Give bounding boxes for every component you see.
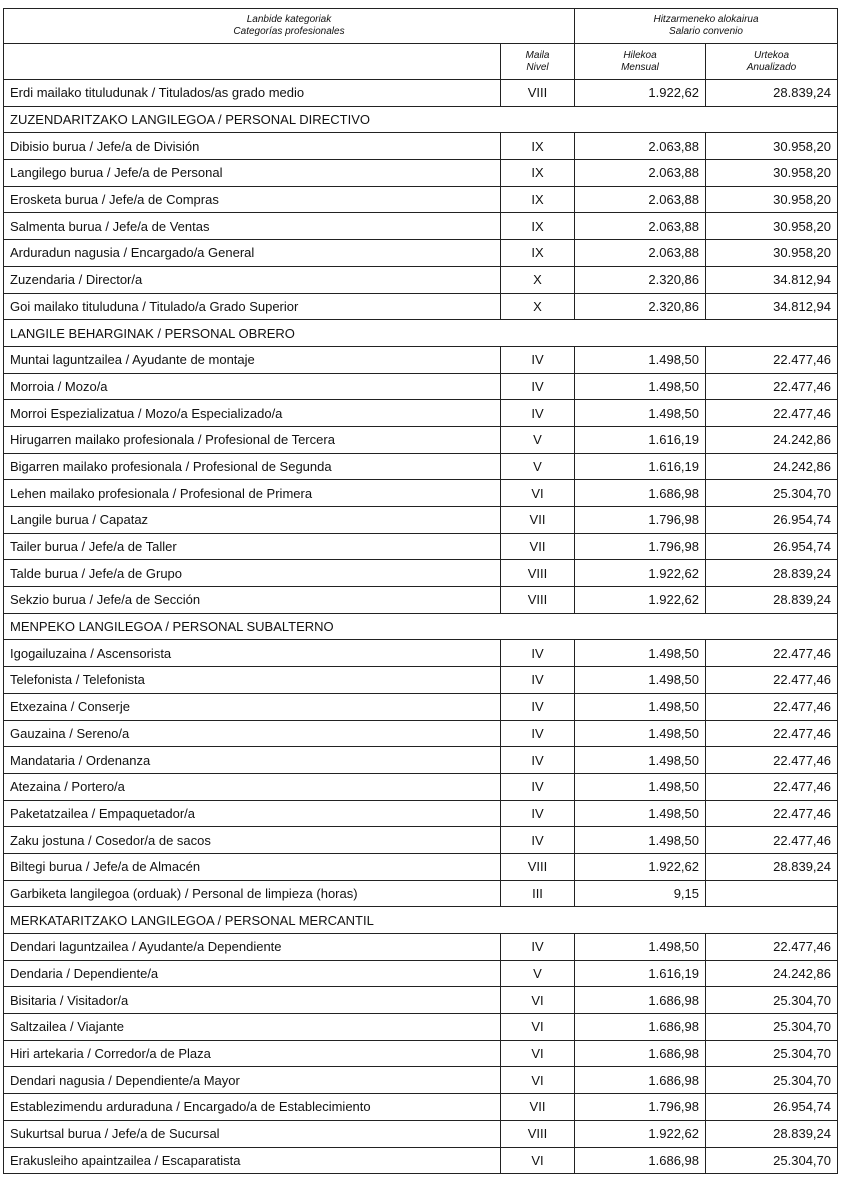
table-row [4, 453, 838, 480]
level-cell: VI [501, 1147, 575, 1174]
category-cell: Erdi mailako tituludunak / Titulados/as grado medio [4, 80, 501, 107]
monthly-cell: 1.498,50 [575, 773, 706, 800]
level-cell: IX [501, 160, 575, 187]
table-row [4, 693, 838, 720]
monthly-cell: 1.922,62 [575, 1120, 706, 1147]
category-cell: Saltzailea / Viajante [4, 1014, 501, 1041]
annual-cell: 30.958,20 [706, 186, 838, 213]
annual-cell: 22.477,46 [706, 346, 838, 373]
level-header [501, 44, 575, 80]
level-cell: IV [501, 800, 575, 827]
monthly-cell: 1.498,50 [575, 667, 706, 694]
monthly-cell: 1.616,19 [575, 426, 706, 453]
monthly-cell: 2.063,88 [575, 133, 706, 160]
annual-cell: 34.812,94 [706, 293, 838, 320]
table-row [4, 160, 838, 187]
level-cell: X [501, 266, 575, 293]
table-row [4, 773, 838, 800]
monthly-header [575, 44, 706, 80]
table-row [4, 533, 838, 560]
monthly-header-es: Mensual [621, 61, 659, 73]
annual-cell: 22.477,46 [706, 640, 838, 667]
level-cell: V [501, 960, 575, 987]
annual-cell: 28.839,24 [706, 80, 838, 107]
annual-cell: 25.304,70 [706, 480, 838, 507]
monthly-cell: 1.686,98 [575, 1147, 706, 1174]
section-title: LANGILE BEHARGINAK / PERSONAL OBRERO [4, 320, 838, 347]
annual-cell: 22.477,46 [706, 800, 838, 827]
level-cell: VI [501, 1040, 575, 1067]
annual-cell: 30.958,20 [706, 133, 838, 160]
monthly-cell: 1.498,50 [575, 800, 706, 827]
annual-cell: 30.958,20 [706, 160, 838, 187]
category-cell: Dibisio burua / Jefe/a de División [4, 133, 501, 160]
level-header-es: Nivel [526, 61, 549, 73]
level-cell: IV [501, 693, 575, 720]
category-cell: Erakusleiho apaintzailea / Escaparatista [4, 1147, 501, 1174]
monthly-cell: 1.498,50 [575, 747, 706, 774]
monthly-cell: 1.498,50 [575, 400, 706, 427]
category-cell: Muntai laguntzailea / Ayudante de montaje [4, 346, 501, 373]
section-title: ZUZENDARITZAKO LANGILEGOA / PERSONAL DIRECTIVO [4, 106, 838, 133]
monthly-cell: 1.686,98 [575, 1040, 706, 1067]
monthly-cell: 1.498,50 [575, 720, 706, 747]
salary-header [575, 9, 838, 44]
annual-cell: 26.954,74 [706, 533, 838, 560]
category-cell: Hiri artekaria / Corredor/a de Plaza [4, 1040, 501, 1067]
annual-cell: 25.304,70 [706, 1040, 838, 1067]
category-cell: Sekzio burua / Jefe/a de Sección [4, 587, 501, 614]
annual-cell: 25.304,70 [706, 1147, 838, 1174]
monthly-cell: 1.498,50 [575, 693, 706, 720]
header-row-2 [4, 44, 838, 80]
category-cell: Morroi Espezializatua / Mozo/a Especializado/a [4, 400, 501, 427]
level-cell: VI [501, 1067, 575, 1094]
level-cell: VII [501, 533, 575, 560]
table-row [4, 1120, 838, 1147]
category-cell: Establezimendu arduraduna / Encargado/a de Establecimiento [4, 1094, 501, 1121]
level-cell: VII [501, 1094, 575, 1121]
monthly-cell: 1.922,62 [575, 853, 706, 880]
monthly-cell: 1.922,62 [575, 560, 706, 587]
table-row [4, 400, 838, 427]
monthly-cell: 9,15 [575, 880, 706, 907]
category-cell: Igogailuzaina / Ascensorista [4, 640, 501, 667]
annual-cell: 22.477,46 [706, 400, 838, 427]
annual-cell: 24.242,86 [706, 426, 838, 453]
salary-table [3, 8, 838, 1174]
annual-cell: 26.954,74 [706, 507, 838, 534]
monthly-cell: 1.616,19 [575, 453, 706, 480]
table-row [4, 720, 838, 747]
level-cell: VIII [501, 560, 575, 587]
level-header-eu: Maila [525, 49, 550, 61]
category-cell: Arduradun nagusia / Encargado/a General [4, 240, 501, 267]
annual-cell: 28.839,24 [706, 853, 838, 880]
monthly-cell: 1.796,98 [575, 507, 706, 534]
annual-cell: 34.812,94 [706, 266, 838, 293]
level-cell: VI [501, 1014, 575, 1041]
category-cell: Bigarren mailako profesionala / Profesional de Segunda [4, 453, 501, 480]
level-cell: VIII [501, 1120, 575, 1147]
table-row [4, 1094, 838, 1121]
level-cell: VIII [501, 587, 575, 614]
annual-cell: 22.477,46 [706, 934, 838, 961]
level-cell: X [501, 293, 575, 320]
header-row-1 [4, 9, 838, 44]
salary-header-es: Salario convenio [669, 26, 743, 37]
level-cell: VI [501, 480, 575, 507]
table-row [4, 1014, 838, 1041]
monthly-cell: 1.686,98 [575, 1014, 706, 1041]
section-row [4, 106, 838, 133]
categories-header-es: Categorías profesionales [233, 26, 345, 37]
category-cell: Gauzaina / Sereno/a [4, 720, 501, 747]
category-cell: Salmenta burua / Jefe/a de Ventas [4, 213, 501, 240]
annual-cell: 28.839,24 [706, 1120, 838, 1147]
table-row [4, 853, 838, 880]
annual-cell: 28.839,24 [706, 587, 838, 614]
annual-cell: 22.477,46 [706, 773, 838, 800]
monthly-cell: 2.063,88 [575, 160, 706, 187]
table-row [4, 560, 838, 587]
annual-cell: 30.958,20 [706, 213, 838, 240]
monthly-cell: 1.686,98 [575, 987, 706, 1014]
monthly-cell: 2.320,86 [575, 293, 706, 320]
monthly-cell: 1.616,19 [575, 960, 706, 987]
category-cell: Langilego burua / Jefe/a de Personal [4, 160, 501, 187]
table-row [4, 293, 838, 320]
section-row [4, 613, 838, 640]
table-row [4, 934, 838, 961]
level-cell: IV [501, 934, 575, 961]
category-cell: Paketatzailea / Empaquetador/a [4, 800, 501, 827]
annual-cell: 24.242,86 [706, 453, 838, 480]
category-cell: Garbiketa langilegoa (orduak) / Personal de limpieza (horas) [4, 880, 501, 907]
category-cell: Mandataria / Ordenanza [4, 747, 501, 774]
table-row [4, 213, 838, 240]
table-row [4, 667, 838, 694]
level-cell: IX [501, 213, 575, 240]
category-cell: Morroia / Mozo/a [4, 373, 501, 400]
category-cell: Lehen mailako profesionala / Profesional de Primera [4, 480, 501, 507]
monthly-cell: 1.796,98 [575, 1094, 706, 1121]
annual-cell: 25.304,70 [706, 987, 838, 1014]
category-cell: Biltegi burua / Jefe/a de Almacén [4, 853, 501, 880]
table-row [4, 346, 838, 373]
monthly-cell: 1.796,98 [575, 533, 706, 560]
monthly-cell: 1.686,98 [575, 1067, 706, 1094]
annual-cell: 28.839,24 [706, 560, 838, 587]
table-row [4, 827, 838, 854]
category-cell: Sukurtsal burua / Jefe/a de Sucursal [4, 1120, 501, 1147]
level-cell: IX [501, 240, 575, 267]
annual-cell: 22.477,46 [706, 667, 838, 694]
level-cell: IV [501, 640, 575, 667]
level-cell: IV [501, 667, 575, 694]
table-row [4, 987, 838, 1014]
table-row [4, 480, 838, 507]
table-row [4, 186, 838, 213]
category-cell: Goi mailako tituluduna / Titulado/a Grado Superior [4, 293, 501, 320]
annual-cell: 22.477,46 [706, 827, 838, 854]
annual-cell: 25.304,70 [706, 1067, 838, 1094]
table-row [4, 1040, 838, 1067]
categories-header [4, 9, 575, 44]
category-cell: Atezaina / Portero/a [4, 773, 501, 800]
level-cell: VIII [501, 80, 575, 107]
level-cell: IV [501, 747, 575, 774]
monthly-cell: 2.063,88 [575, 213, 706, 240]
annual-cell: 25.304,70 [706, 1014, 838, 1041]
level-cell: IV [501, 346, 575, 373]
section-row [4, 320, 838, 347]
monthly-cell: 2.063,88 [575, 186, 706, 213]
level-cell: IV [501, 400, 575, 427]
section-title: MERKATARITZAKO LANGILEGOA / PERSONAL MERCANTIL [4, 907, 838, 934]
category-cell: Erosketa burua / Jefe/a de Compras [4, 186, 501, 213]
category-cell: Langile burua / Capataz [4, 507, 501, 534]
table-row [4, 426, 838, 453]
monthly-cell: 1.922,62 [575, 587, 706, 614]
level-cell: IV [501, 773, 575, 800]
level-cell: V [501, 426, 575, 453]
table-row [4, 133, 838, 160]
level-cell: VI [501, 987, 575, 1014]
monthly-cell: 1.498,50 [575, 640, 706, 667]
level-cell: IV [501, 373, 575, 400]
annual-cell: 24.242,86 [706, 960, 838, 987]
category-cell: Dendari laguntzailea / Ayudante/a Dependiente [4, 934, 501, 961]
annual-cell: 26.954,74 [706, 1094, 838, 1121]
salary-header-eu: Hitzarmeneko alokairua [653, 14, 759, 25]
level-cell: III [501, 880, 575, 907]
table-row [4, 880, 838, 907]
annual-cell: 22.477,46 [706, 747, 838, 774]
monthly-header-eu: Hilekoa [623, 49, 657, 61]
annual-cell [706, 880, 838, 907]
section-title: MENPEKO LANGILEGOA / PERSONAL SUBALTERNO [4, 613, 838, 640]
annual-header-eu: Urtekoa [753, 49, 789, 61]
category-cell: Telefonista / Telefonista [4, 667, 501, 694]
level-cell: VIII [501, 853, 575, 880]
monthly-cell: 1.498,50 [575, 373, 706, 400]
table-row [4, 1067, 838, 1094]
level-cell: VII [501, 507, 575, 534]
annual-cell: 22.477,46 [706, 693, 838, 720]
monthly-cell: 1.498,50 [575, 934, 706, 961]
category-cell: Dendaria / Dependiente/a [4, 960, 501, 987]
section-row [4, 907, 838, 934]
level-cell: IV [501, 827, 575, 854]
table-row [4, 960, 838, 987]
table-row [4, 80, 838, 107]
level-cell: IX [501, 186, 575, 213]
monthly-cell: 2.063,88 [575, 240, 706, 267]
annual-cell: 30.958,20 [706, 240, 838, 267]
monthly-cell: 2.320,86 [575, 266, 706, 293]
level-cell: IX [501, 133, 575, 160]
monthly-cell: 1.686,98 [575, 480, 706, 507]
table-row [4, 1147, 838, 1174]
category-cell: Etxezaina / Conserje [4, 693, 501, 720]
category-cell: Dendari nagusia / Dependiente/a Mayor [4, 1067, 501, 1094]
level-cell: V [501, 453, 575, 480]
annual-header-es: Anualizado [746, 61, 797, 73]
level-cell: IV [501, 720, 575, 747]
category-cell: Tailer burua / Jefe/a de Taller [4, 533, 501, 560]
categories-header-eu: Lanbide kategoriak [246, 14, 332, 25]
monthly-cell: 1.498,50 [575, 346, 706, 373]
annual-header [706, 44, 838, 80]
category-cell: Zuzendaria / Director/a [4, 266, 501, 293]
table-row [4, 800, 838, 827]
annual-cell: 22.477,46 [706, 720, 838, 747]
category-cell: Hirugarren mailako profesionala / Profesional de Tercera [4, 426, 501, 453]
category-cell: Bisitaria / Visitador/a [4, 987, 501, 1014]
category-cell: Zaku jostuna / Cosedor/a de sacos [4, 827, 501, 854]
table-row [4, 640, 838, 667]
table-row [4, 507, 838, 534]
table-row [4, 266, 838, 293]
monthly-cell: 1.498,50 [575, 827, 706, 854]
annual-cell: 22.477,46 [706, 373, 838, 400]
table-row [4, 240, 838, 267]
table-row [4, 747, 838, 774]
empty-header-cell [4, 44, 501, 80]
table-row [4, 373, 838, 400]
table-row [4, 587, 838, 614]
monthly-cell: 1.922,62 [575, 80, 706, 107]
category-cell: Talde burua / Jefe/a de Grupo [4, 560, 501, 587]
